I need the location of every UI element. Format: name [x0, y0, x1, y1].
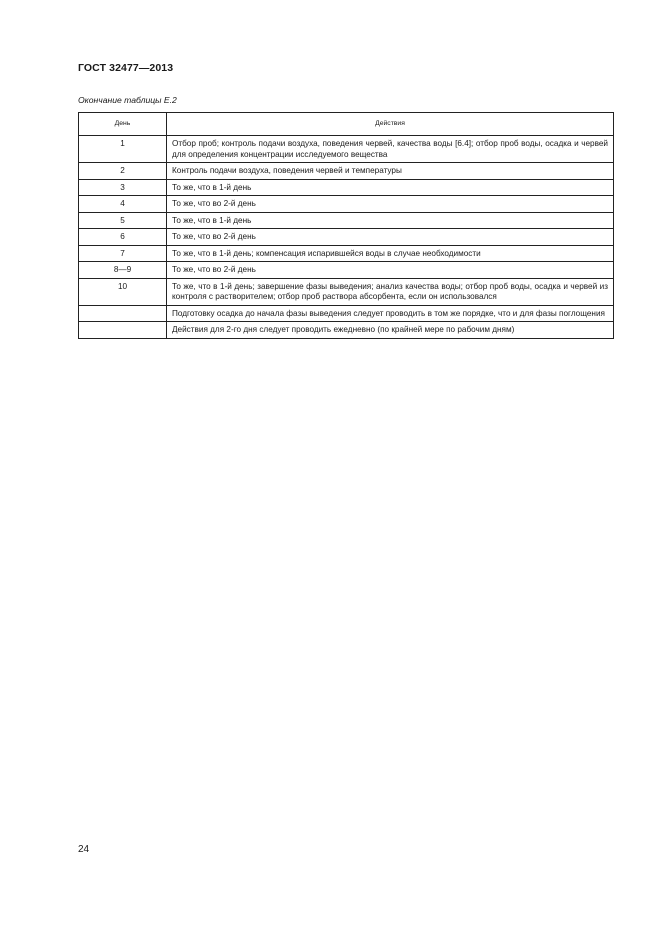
table-row [79, 196, 614, 213]
table-row [79, 245, 614, 262]
day-cell: 7 [79, 245, 167, 262]
column-header-actions: Действия [167, 113, 614, 136]
day-cell: 4 [79, 196, 167, 213]
day-cell: 1 [79, 136, 167, 163]
action-cell: То же, что во 2-й день [167, 196, 614, 213]
action-cell: То же, что в 1-й день; компенсация испарившейся воды в случае необходимости [167, 245, 614, 262]
day-cell: 2 [79, 163, 167, 180]
action-cell: Отбор проб; контроль подачи воздуха, поведения червей, качества воды [6.4]; отбор проб воды, осадка и червей для определения концентрации исследуемого вещества [167, 136, 614, 163]
column-header-day: День [79, 113, 167, 136]
document-standard-title: ГОСТ 32477—2013 [78, 62, 174, 74]
action-cell: То же, что во 2-й день [167, 262, 614, 279]
table-header-row [79, 113, 614, 136]
table-row [79, 305, 614, 322]
day-cell [79, 322, 167, 339]
table-caption: Окончание таблицы Е.2 [78, 95, 177, 105]
note-cell: Действия для 2-го дня следует проводить ежедневно (по крайней мере по рабочим дням) [167, 322, 614, 339]
action-cell: Контроль подачи воздуха, поведения червей и температуры [167, 163, 614, 180]
table-row [79, 179, 614, 196]
action-cell: То же, что во 2-й день [167, 229, 614, 246]
table-row [79, 163, 614, 180]
day-cell: 3 [79, 179, 167, 196]
note-cell: Подготовку осадка до начала фазы выведения следует проводить в том же порядке, что и для фазы поглощения [167, 305, 614, 322]
table-row [79, 212, 614, 229]
table-row [79, 322, 614, 339]
day-cell: 8—9 [79, 262, 167, 279]
table-row [79, 262, 614, 279]
table-row [79, 136, 614, 163]
table-row [79, 229, 614, 246]
actions-table [78, 112, 614, 339]
action-cell: То же, что в 1-й день [167, 212, 614, 229]
day-cell: 5 [79, 212, 167, 229]
day-cell: 6 [79, 229, 167, 246]
table-row [79, 278, 614, 305]
action-cell: То же, что в 1-й день [167, 179, 614, 196]
action-cell: То же, что в 1-й день; завершение фазы выведения; анализ качества воды; отбор проб воды, осадка и червей из контроля с растворителем; отбор проб раствора абсорбента, если он использовался [167, 278, 614, 305]
day-cell: 10 [79, 278, 167, 305]
page-number: 24 [78, 844, 90, 855]
day-cell [79, 305, 167, 322]
